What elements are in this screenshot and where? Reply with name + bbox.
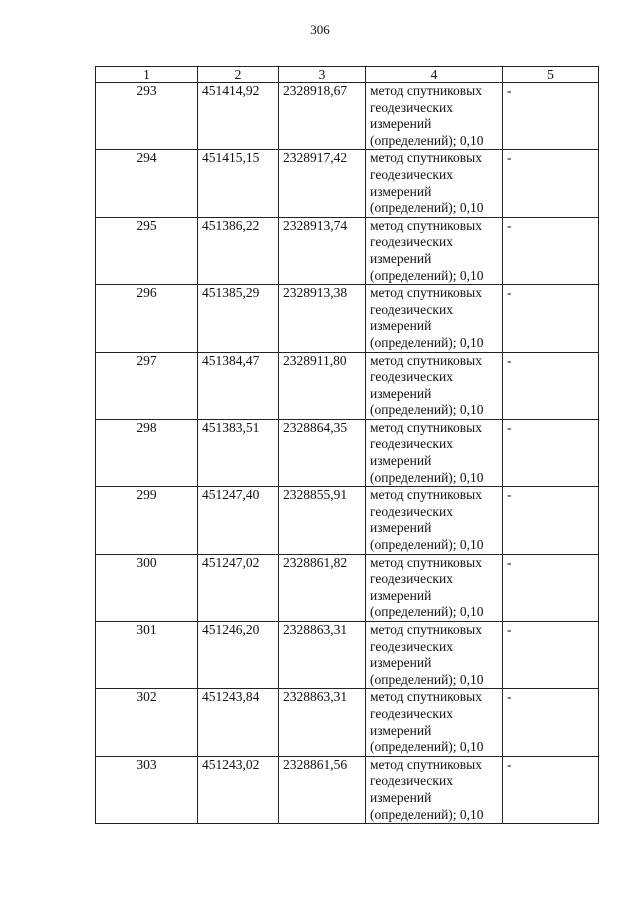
method-cell: метод спутниковых геодезических измерений (определений); 0,10 <box>366 285 503 352</box>
x-coordinate-cell: 451384,47 <box>198 352 279 419</box>
table-row <box>96 285 599 352</box>
table-row <box>96 689 599 756</box>
point-number-cell: 293 <box>96 83 198 150</box>
y-coordinate-cell: 2328917,42 <box>279 150 366 217</box>
y-coordinate-cell: 2328863,31 <box>279 622 366 689</box>
table-row <box>96 622 599 689</box>
method-cell: метод спутниковых геодезических измерений (определений); 0,10 <box>366 487 503 554</box>
point-number-cell: 301 <box>96 622 198 689</box>
page-number: 306 <box>310 22 330 37</box>
method-cell: метод спутниковых геодезических измерений (определений); 0,10 <box>366 554 503 621</box>
coordinates-table <box>95 66 599 824</box>
note-cell: - <box>503 419 599 486</box>
note-cell: - <box>503 83 599 150</box>
method-cell: метод спутниковых геодезических измерений (определений); 0,10 <box>366 217 503 284</box>
y-coordinate-cell: 2328855,91 <box>279 487 366 554</box>
note-cell: - <box>503 554 599 621</box>
header-col-1: 1 <box>96 67 198 83</box>
note-cell: - <box>503 150 599 217</box>
point-number-cell: 294 <box>96 150 198 217</box>
note-cell: - <box>503 285 599 352</box>
x-coordinate-cell: 451243,02 <box>198 756 279 823</box>
y-coordinate-cell: 2328911,80 <box>279 352 366 419</box>
table-header-row <box>96 67 599 83</box>
x-coordinate-cell: 451247,40 <box>198 487 279 554</box>
x-coordinate-cell: 451415,15 <box>198 150 279 217</box>
point-number-cell: 295 <box>96 217 198 284</box>
x-coordinate-cell: 451383,51 <box>198 419 279 486</box>
table-row <box>96 217 599 284</box>
note-cell: - <box>503 756 599 823</box>
method-cell: метод спутниковых геодезических измерений (определений); 0,10 <box>366 150 503 217</box>
x-coordinate-cell: 451385,29 <box>198 285 279 352</box>
point-number-cell: 300 <box>96 554 198 621</box>
point-number-cell: 297 <box>96 352 198 419</box>
y-coordinate-cell: 2328864,35 <box>279 419 366 486</box>
point-number-cell: 298 <box>96 419 198 486</box>
method-cell: метод спутниковых геодезических измерений (определений); 0,10 <box>366 689 503 756</box>
table-row <box>96 554 599 621</box>
x-coordinate-cell: 451414,92 <box>198 83 279 150</box>
y-coordinate-cell: 2328863,31 <box>279 689 366 756</box>
header-col-3: 3 <box>279 67 366 83</box>
point-number-cell: 303 <box>96 756 198 823</box>
point-number-cell: 299 <box>96 487 198 554</box>
table-row <box>96 83 599 150</box>
x-coordinate-cell: 451243,84 <box>198 689 279 756</box>
note-cell: - <box>503 352 599 419</box>
table-row <box>96 756 599 823</box>
table-row <box>96 150 599 217</box>
y-coordinate-cell: 2328913,74 <box>279 217 366 284</box>
point-number-cell: 302 <box>96 689 198 756</box>
method-cell: метод спутниковых геодезических измерений (определений); 0,10 <box>366 419 503 486</box>
y-coordinate-cell: 2328918,67 <box>279 83 366 150</box>
table-row <box>96 487 599 554</box>
table-row <box>96 352 599 419</box>
note-cell: - <box>503 622 599 689</box>
method-cell: метод спутниковых геодезических измерений (определений); 0,10 <box>366 352 503 419</box>
method-cell: метод спутниковых геодезических измерений (определений); 0,10 <box>366 83 503 150</box>
note-cell: - <box>503 487 599 554</box>
note-cell: - <box>503 689 599 756</box>
note-cell: - <box>503 217 599 284</box>
table-row <box>96 419 599 486</box>
method-cell: метод спутниковых геодезических измерений (определений); 0,10 <box>366 756 503 823</box>
x-coordinate-cell: 451246,20 <box>198 622 279 689</box>
x-coordinate-cell: 451247,02 <box>198 554 279 621</box>
header-col-4: 4 <box>366 67 503 83</box>
method-cell: метод спутниковых геодезических измерений (определений); 0,10 <box>366 622 503 689</box>
x-coordinate-cell: 451386,22 <box>198 217 279 284</box>
y-coordinate-cell: 2328861,56 <box>279 756 366 823</box>
y-coordinate-cell: 2328913,38 <box>279 285 366 352</box>
y-coordinate-cell: 2328861,82 <box>279 554 366 621</box>
header-col-2: 2 <box>198 67 279 83</box>
header-col-5: 5 <box>503 67 599 83</box>
point-number-cell: 296 <box>96 285 198 352</box>
